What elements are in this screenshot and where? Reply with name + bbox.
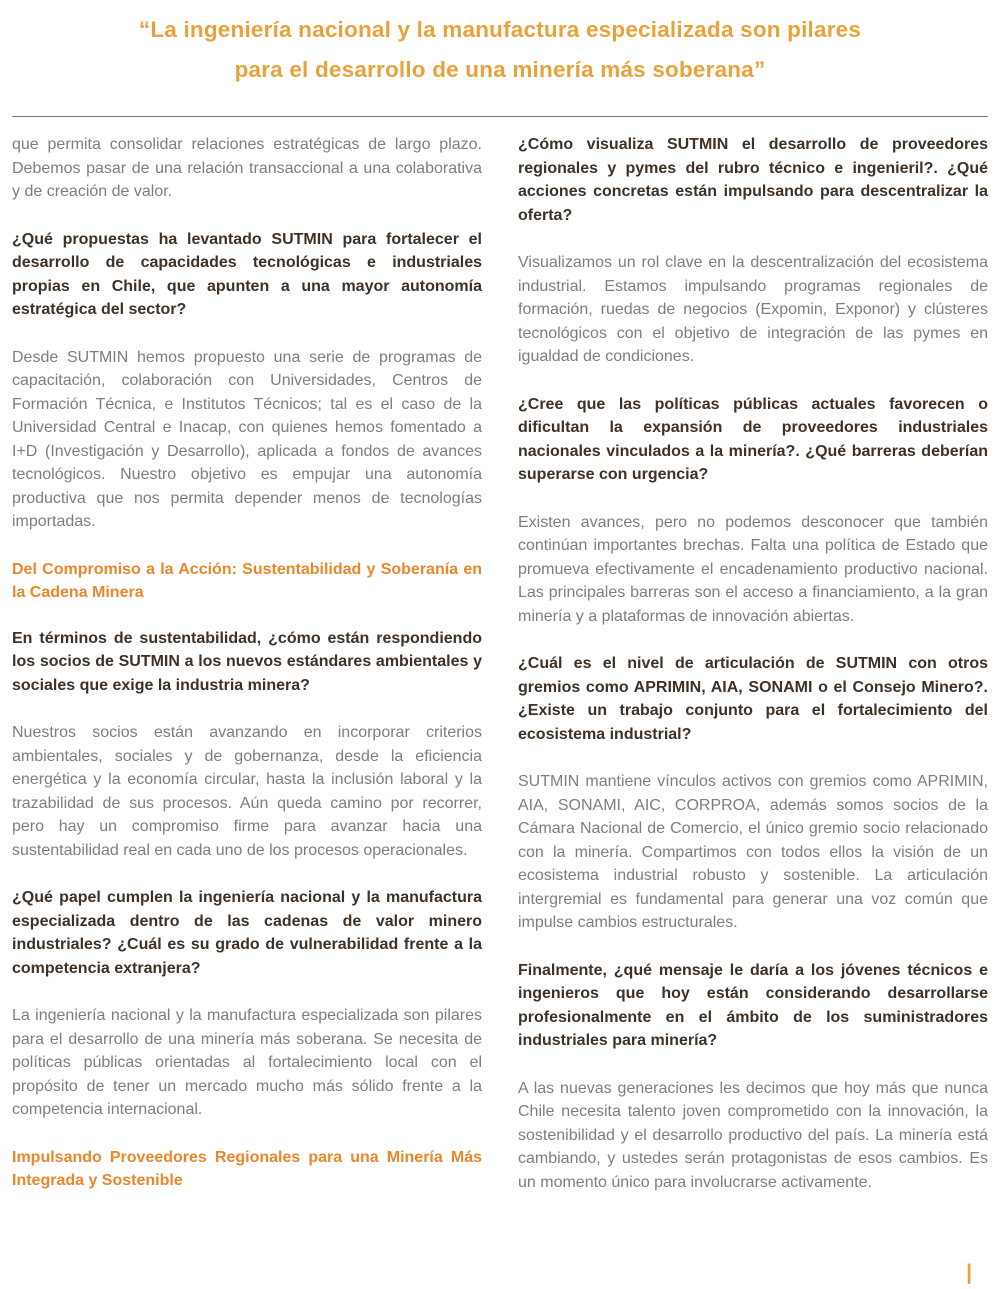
- article-title: [52, 10, 948, 90]
- page-marker: |: [966, 1261, 972, 1284]
- article-header: [12, 10, 988, 90]
- article-title-line2: para el desarrollo de una minería más soberana”: [234, 57, 766, 82]
- article-paragraph: Desde SUTMIN hemos propuesto una serie de programas de capacitación, colaboración con Universidades, Centros de Formación Técnica, e Institutos Técnicos; tal es el caso de la Universidad Central e Inacap, con quienes hemos fomentado a I+D (Investigación y Desarrollo), aplicada a fondos de avances tecnológicos. Nuestro objetivo es empujar una autonomía productiva que nos permita depender menos de tecnologías importadas.: [12, 348, 482, 530]
- section-heading: Del Compromiso a la Acción: Sustentabilidad y Soberanía en la Cadena Minera: [12, 560, 482, 601]
- left-column: [12, 133, 482, 1215]
- interview-question: ¿Cree que las políticas públicas actuales favorecen o dificultan la expansión de proveedores industriales nacionales vinculados a la minería?. ¿Qué barreras deberían superarse con urgencia?: [518, 395, 988, 483]
- section-heading: Impulsando Proveedores Regionales para una Minería Más Integrada y Sostenible: [12, 1148, 482, 1189]
- article-paragraph: que permita consolidar relaciones estratégicas de largo plazo. Debemos pasar de una relación transaccional a una colaborativa y de creación de valor.: [12, 136, 482, 200]
- interview-question: ¿Qué papel cumplen la ingeniería nacional y la manufactura especializada dentro de las cadenas de valor minero industriales? ¿Cuál es su grado de vulnerabilidad frente a la competencia extranjera?: [12, 889, 482, 977]
- article-paragraph: Visualizamos un rol clave en la descentralización del ecosistema industrial. Estamos impulsando programas regionales de formación, ruedas de negocios (Expomin, Exponor) y clústeres tecnológicos con el objetivo de integración de las pymes en igualdad de condiciones.: [518, 254, 988, 365]
- interview-question: ¿Qué propuestas ha levantado SUTMIN para fortalecer el desarrollo de capacidades tecnológicas e industriales propias en Chile, que apunten a una mayor autonomía estratégica del sector?: [12, 230, 482, 318]
- article-paragraph: Existen avances, pero no podemos desconocer que también continúan importantes brechas. Falta una política de Estado que promueva efectivamente el encadenamiento productivo nacional. Las principales barreras son el acceso a financiamiento, a la gran minería y a plataformas de innovación abiertas.: [518, 513, 988, 625]
- article-paragraph: Nuestros socios están avanzando en incorporar criterios ambientales, sociales y de gobernanza, desde la eficiencia energética y la economía circular, hasta la inclusión laboral y la trazabilidad de sus procesos. Aún queda camino por recorrer, pero hay un compromiso firme para avanzar hacia una sustentabilidad real en cada uno de los procesos operacionales.: [12, 724, 482, 859]
- article-body: [12, 133, 988, 1218]
- article-title-line1: “La ingeniería nacional y la manufactura especializada son pilares: [138, 17, 862, 42]
- interview-question: Finalmente, ¿qué mensaje le daría a los jóvenes técnicos e ingenieros que hoy están considerando desarrollarse profesionalmente en el ámbito de los suministradores industriales para minería?: [518, 961, 988, 1049]
- right-column: [518, 133, 988, 1218]
- article-paragraph: A las nuevas generaciones les decimos que hoy más que nunca Chile necesita talento joven comprometido con la innovación, la sostenibilidad y el desarrollo productivo del país. La minería está cambiando, y ustedes serán protagonistas de esos cambios. Es un momento único para involucrarse activamente.: [518, 1079, 988, 1191]
- interview-question: En términos de sustentabilidad, ¿cómo están respondiendo los socios de SUTMIN a los nuevos estándares ambientales y sociales que exige la industria minera?: [12, 629, 482, 694]
- interview-question: ¿Cuál es el nivel de articulación de SUTMIN con otros gremios como APRIMIN, AIA, SONAMI o el Consejo Minero?. ¿Existe un trabajo conjunto para el fortalecimiento del ecosistema industrial?: [518, 655, 988, 743]
- interview-question: ¿Cómo visualiza SUTMIN el desarrollo de proveedores regionales y pymes del rubro técnico e ingenieril?. ¿Qué acciones concretas están impulsando para descentralizar la oferta?: [518, 136, 988, 224]
- article-paragraph: La ingeniería nacional y la manufactura especializada son pilares para el desarrollo de una minería más soberana. Se necesita de políticas públicas orientadas al fortalecimiento local con el propósito de tener un mercado mucho más sólido frente a la competencia internacional.: [12, 1007, 482, 1118]
- article-paragraph: SUTMIN mantiene vínculos activos con gremios como APRIMIN, AIA, SONAMI, AIC, CORPROA, además somos socios de la Cámara Nacional de Comercio, el único gremio socio relacionado con la minería. Compartimos con todos ellos la visión de un ecosistema industrial robusto y sostenible. La articulación intergremial es fundamental para generar una voz común que impulse cambios estructurales.: [518, 773, 988, 931]
- header-divider: [12, 116, 988, 117]
